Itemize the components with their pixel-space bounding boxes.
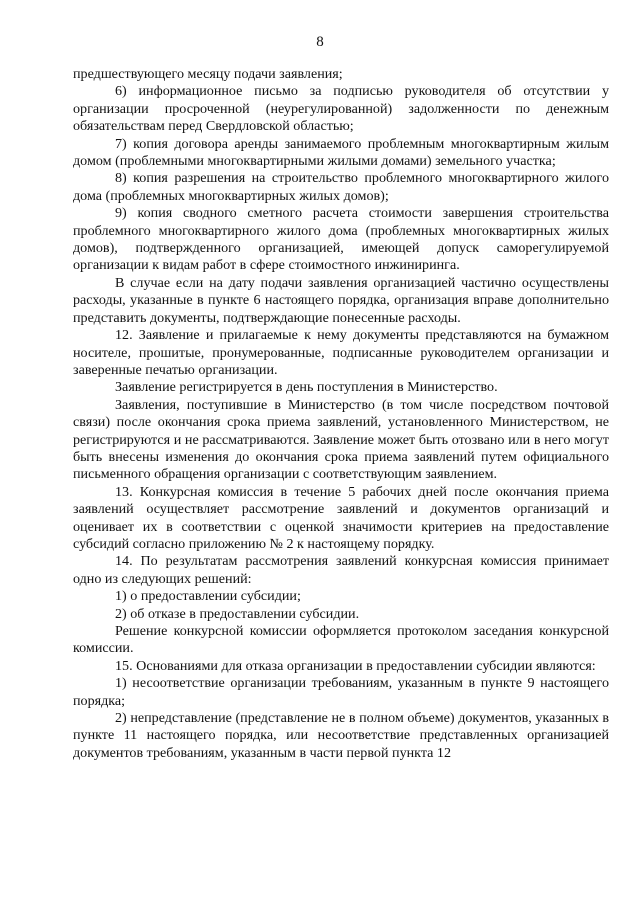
paragraph: предшествующего месяцу подачи заявления; (73, 66, 343, 82)
paragraph: 9) копия сводного сметного расчета стоимости завершения строительства проблемного многоквартирного жилого дома (проблемных многоквартирных жилых домов), подтвержденного организацией, имеющей допуск саморегулируемой организации к видам работ в сфере стоимостного инжиниринга. (73, 205, 609, 274)
document-body (73, 66, 609, 762)
paragraph: 15. Основаниями для отказа организации в предоставлении субсидии являются: (115, 657, 596, 674)
paragraph: Заявление регистрируется в день поступления в Министерство. (115, 379, 498, 396)
paragraph: 8) копия разрешения на строительство проблемного многоквартирного жилого дома (проблемных многоквартирных жилых домов); (73, 170, 609, 204)
paragraph: 2) об отказе в предоставлении субсидии. (115, 605, 360, 622)
paragraph: В случае если на дату подачи заявления организацией частично осуществлены расходы, указанные в пункте 6 настоящего порядка, организация вправе дополнительно представить документы, подтверждающие понесенные расходы. (73, 274, 609, 326)
paragraph: 12. Заявление и прилагаемые к нему документы представляются на бумажном носителе, прошитые, пронумерованные, подписанные руководителем организации и заверенные печатью организации. (73, 327, 609, 378)
paragraph: Заявления, поступившие в Министерство (в том числе посредством почтовой связи) после окончания срока приема заявлений, установленного Министерством, не регистрируются и не рассматриваются. Заявление может быть отозвано или в него могут быть внесены изменения до окончания срока приема заявлений путем официального письменного обращения организации с соответствующим заявлением. (73, 396, 609, 483)
paragraph: Решение конкурсной комиссии оформляется протоколом заседания конкурсной комиссии. (73, 623, 609, 657)
paragraph: 1) о предоставлении субсидии; (115, 588, 301, 605)
page-number: 8 (316, 34, 324, 50)
paragraph: 7) копия договора аренды занимаемого проблемным многоквартирным жилым домом (проблемными многоквартирными жилыми домами) земельного участка; (73, 135, 609, 170)
paragraph: 13. Конкурсная комиссия в течение 5 рабочих дней после окончания приема заявлений осуществляет рассмотрение заявлений и документов организаций и оценивает их в соответствии с оценкой значимости критериев на предоставление субсидий согласно приложению № 2 к настоящему порядку. (73, 483, 609, 552)
paragraph: 1) несоответствие организации требованиям, указанным в пункте 9 настоящего порядка; (73, 675, 609, 709)
paragraph: 6) информационное письмо за подписью руководителя об отсутствии у организации просроченной (неурегулированной) задолженности по денежным обязательствам перед Свердловской областью; (73, 83, 609, 135)
paragraph: 14. По результатам рассмотрения заявлений конкурсная комиссия принимает одно из следующих решений: (73, 553, 609, 587)
paragraph: 2) непредставление (представление не в полном объеме) документов, указанных в пункте 11 настоящего порядка, или несоответствие представленных организацией документов требованиям, указанным в части первой пункта 12 (73, 710, 609, 761)
